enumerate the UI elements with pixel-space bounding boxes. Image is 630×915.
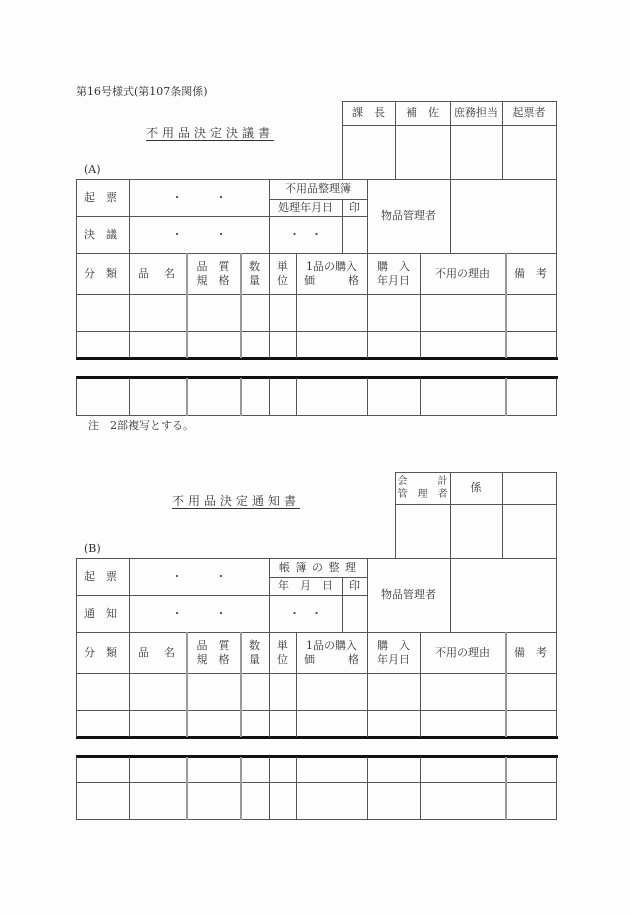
approval-header-kihyosha: 起票者 xyxy=(512,106,546,120)
ledger-seal-field[interactable] xyxy=(343,217,367,253)
goods-manager-stamp[interactable] xyxy=(451,180,556,253)
form-b-label: (B) xyxy=(84,542,101,555)
approval-stamp-hosa[interactable] xyxy=(396,126,450,179)
form-b-title: 不用品決定通知書 xyxy=(172,494,301,508)
ledger-date-header: 処理年月日 xyxy=(278,200,333,214)
goods-manager-label: 物品管理者 xyxy=(381,209,436,223)
col-bunrui: 分 類 xyxy=(84,645,117,659)
ledger-title: 帳 簿 の 整 理 xyxy=(279,560,357,574)
form-number: 第16号様式(第107条関係) xyxy=(76,85,208,98)
col-suryo: 数 量 xyxy=(249,260,260,287)
approval-stamp-blank[interactable] xyxy=(503,505,556,558)
approval-stamp-kaikei[interactable] xyxy=(396,505,450,558)
col-hinshitsu: 品 質 規 格 xyxy=(196,260,230,287)
seal-header: 印 xyxy=(349,579,360,593)
col-kounyu-kakaku: 1品の購入 価 格 xyxy=(304,639,359,666)
approval-header-kacho: 課 長 xyxy=(352,106,385,120)
col-biko: 備 考 xyxy=(514,645,547,659)
note: 注 2部複写とする。 xyxy=(88,419,194,432)
col-kounyu-date: 購 入 年月日 xyxy=(377,260,410,287)
col-bunrui: 分 類 xyxy=(84,266,117,280)
col-tani: 単 位 xyxy=(277,639,288,666)
approval-stamp-kacho[interactable] xyxy=(343,126,395,179)
ketsugi-date-field[interactable]: ・ ・ xyxy=(171,227,227,241)
ledger-title: 不用品整理簿 xyxy=(285,182,351,196)
col-kounyu-kakaku: 1品の購入 価 格 xyxy=(304,260,359,287)
table-row[interactable] xyxy=(77,379,556,415)
col-hinmei: 品 名 xyxy=(138,645,177,659)
col-hinmei: 品 名 xyxy=(138,266,177,280)
table-row[interactable] xyxy=(77,674,556,710)
kihyo-date-field[interactable]: ・ ・ xyxy=(171,569,227,583)
table-row[interactable] xyxy=(77,711,556,736)
kihyo-date-field[interactable]: ・ ・ xyxy=(171,190,227,204)
approval-stamp-kakari[interactable] xyxy=(451,505,502,558)
col-hinshitsu: 品 質 規 格 xyxy=(196,639,230,666)
approval-stamp-kihyosha[interactable] xyxy=(503,126,556,179)
col-biko: 備 考 xyxy=(514,266,547,280)
tsuchi-date-field[interactable]: ・ ・ xyxy=(171,606,227,620)
approval-header-hosa: 補 佐 xyxy=(406,106,439,120)
ledger-seal-field[interactable] xyxy=(343,596,367,632)
row-label-tsuchi: 通 知 xyxy=(84,606,117,620)
goods-manager-stamp[interactable] xyxy=(451,559,556,632)
form-a-title: 不用品決定決議書 xyxy=(146,126,275,140)
table-row[interactable] xyxy=(77,332,556,357)
ledger-date-field[interactable]: ・ ・ xyxy=(289,227,322,241)
approval-stamp-shomu[interactable] xyxy=(451,126,502,179)
row-label-ketsugi: 決 議 xyxy=(84,227,117,241)
approval-header-kaikei-kanrisha: 会 計 管 理 者 xyxy=(397,476,448,500)
row-label-kihyo: 起 票 xyxy=(84,569,117,583)
ledger-date-field[interactable]: ・ ・ xyxy=(289,606,322,620)
col-fuyou-riyu: 不用の理由 xyxy=(435,266,490,280)
form-a-label: (A) xyxy=(84,163,101,176)
col-kounyu-date: 購 入 年月日 xyxy=(377,639,410,666)
col-tani: 単 位 xyxy=(277,260,288,287)
col-fuyou-riyu: 不用の理由 xyxy=(435,645,490,659)
seal-header: 印 xyxy=(349,200,360,214)
col-suryo: 数 量 xyxy=(249,639,260,666)
goods-manager-label: 物品管理者 xyxy=(381,588,436,602)
ledger-date-header: 年 月 日 xyxy=(278,579,333,593)
row-label-kihyo: 起 票 xyxy=(84,190,117,204)
approval-header-kakari: 係 xyxy=(470,481,482,495)
table-row[interactable] xyxy=(77,783,556,819)
table-row[interactable] xyxy=(77,758,556,782)
approval-header-shomu: 庶務担当 xyxy=(454,106,498,120)
table-row[interactable] xyxy=(77,295,556,331)
approval-header-blank xyxy=(503,473,556,504)
